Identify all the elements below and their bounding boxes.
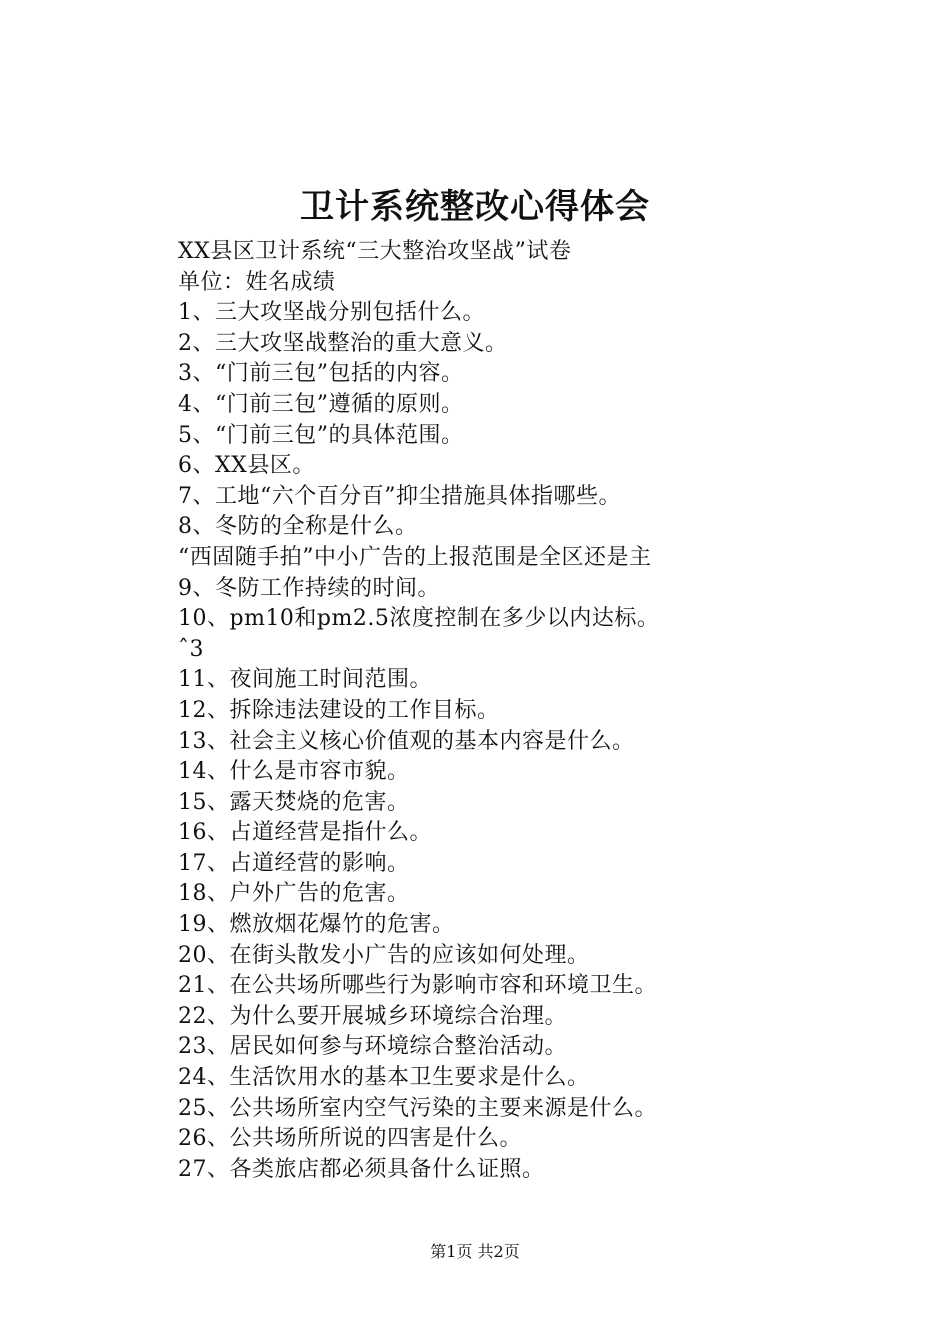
exam-heading: XX县区卫计系统“三大整治攻坚战”试卷 xyxy=(178,239,572,264)
unit-name-score-line: 单位：姓名成绩 xyxy=(178,269,336,295)
question-line: “西固随手拍”中小广告的上报范围是全区还是主 xyxy=(178,544,652,570)
question-line: 19、燃放烟花爆竹的危害。 xyxy=(178,912,455,938)
question-line: 20、在街头散发小广告的应该如何处理。 xyxy=(178,942,590,968)
question-line: 6、XX县区。 xyxy=(178,453,315,479)
stray-text-line: ˆ3 xyxy=(178,636,204,662)
question-line: 17、占道经营的影响。 xyxy=(178,850,410,876)
question-line: 14、什么是市容市貌。 xyxy=(178,759,410,785)
question-line: 15、露天焚烧的危害。 xyxy=(178,789,410,815)
question-line: 4、“门前三包”遵循的原则。 xyxy=(178,391,464,417)
question-line: 16、占道经营是指什么。 xyxy=(178,820,432,846)
question-line: 23、居民如何参与环境综合整治活动。 xyxy=(178,1034,567,1060)
question-line: 1、三大攻坚战分别包括什么。 xyxy=(178,300,485,326)
question-line: 11、夜间施工时间范围。 xyxy=(178,667,432,693)
question-line: 5、“门前三包”的具体范围。 xyxy=(178,422,464,448)
question-line: 8、冬防的全称是什么。 xyxy=(178,514,418,540)
question-line: 3、“门前三包”包括的内容。 xyxy=(178,361,464,387)
question-line: 26、公共场所所说的四害是什么。 xyxy=(178,1126,522,1152)
question-line: 25、公共场所室内空气污染的主要来源是什么。 xyxy=(178,1095,657,1121)
document-body xyxy=(178,237,918,1185)
question-line: 10、pm10和pm2.5浓度控制在多少以内达标。 xyxy=(178,606,660,632)
question-line: 18、户外广告的危害。 xyxy=(178,881,410,907)
question-line: 7、工地“六个百分百”抑尘措施具体指哪些。 xyxy=(178,483,621,509)
question-line: 27、各类旅店都必须具备什么证照。 xyxy=(178,1156,545,1182)
question-line: 2、三大攻坚战整治的重大意义。 xyxy=(178,330,508,356)
question-line: 13、社会主义核心价值观的基本内容是什么。 xyxy=(178,728,635,754)
question-line: 22、为什么要开展城乡环境综合治理。 xyxy=(178,1003,567,1029)
question-line: 24、生活饮用水的基本卫生要求是什么。 xyxy=(178,1065,590,1091)
question-line: 21、在公共场所哪些行为影响市容和环境卫生。 xyxy=(178,973,657,999)
question-line: 12、拆除违法建设的工作目标。 xyxy=(178,697,500,723)
document-title: 卫计系统整改心得体会 xyxy=(300,187,650,227)
question-line: 9、冬防工作持续的时间。 xyxy=(178,575,440,601)
page-number-footer: 第1页 共2页 xyxy=(430,1242,520,1261)
